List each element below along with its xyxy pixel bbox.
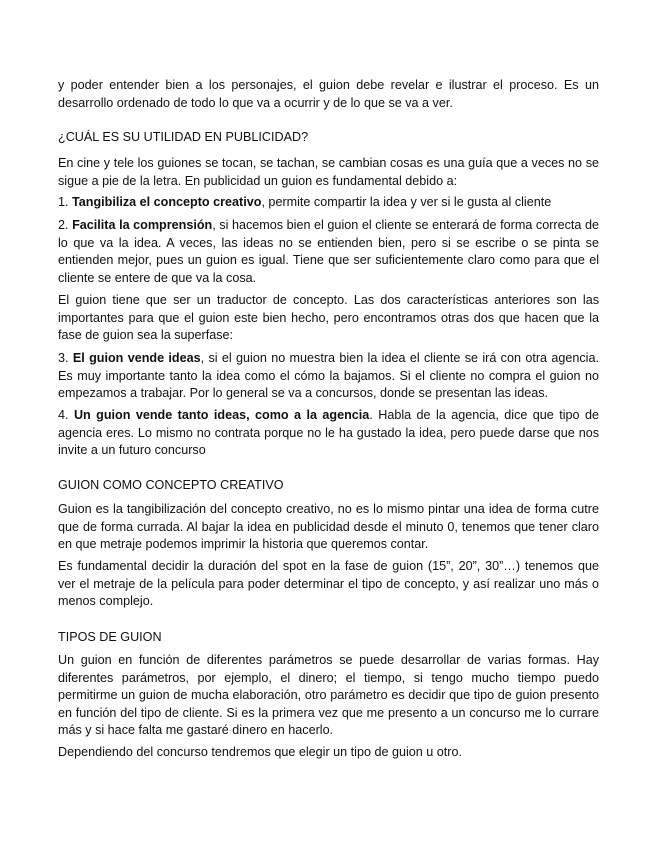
list-number: 4.	[58, 408, 74, 422]
list-item-text: . Habla de la agencia, dice que tipo de agencia eres. Lo mismo no contrata porque no le ha gustado la idea, pero puede darse que nos invite a un futuro concurso	[58, 408, 599, 458]
list-number: 2.	[58, 218, 73, 232]
paragraph-tangibilizacion: Guion es la tangibilización del concepto creativo, no es lo mismo pintar una idea de forma cutre que de forma currada. Al bajar la idea en publicidad desde el minuto 0, tenemos que tener claro en que metraje podemos imprimir la historia que queremos contar.	[58, 502, 599, 552]
paragraph-cine-tele: En cine y tele los guiones se tocan, se tachan, se cambian cosas es una guía que a veces no se sigue a pie de la letra. En publicidad un guion es fundamental debido a:	[58, 156, 599, 188]
list-item-text: , si hacemos bien el guion el cliente se enterará de forma correcta de lo que va la idea. A veces, las ideas no se entienden bien, pero si se escribe o se pinta se entienden mejor, pues un guion es igual. Tiene que ser suficientemente claro como para que el cliente se entere de que va la cosa.	[58, 218, 599, 285]
list-item-4	[58, 407, 599, 460]
list-item-text: , permite compartir la idea y ver si le gusta al cliente	[261, 195, 552, 209]
section-heading-tipos: TIPOS DE GUION	[58, 630, 162, 644]
intro-paragraph: y poder entender bien a los personajes, el guion debe revelar e ilustrar el proceso. Es un desarrollo ordenado de todo lo que va a ocurrir y de lo que se va a ver.	[58, 78, 599, 110]
paragraph-concurso: Dependiendo del concurso tendremos que elegir un tipo de guion u otro.	[58, 745, 462, 759]
list-item-bold: Tangibiliza el concepto creativo	[72, 195, 262, 209]
list-item-bold: Un guion vende tanto ideas, como a la agencia	[73, 408, 370, 422]
list-item-bold: El guion vende ideas	[72, 351, 201, 365]
list-number: 3.	[58, 351, 73, 365]
list-number: 1.	[58, 195, 73, 209]
list-item-2	[58, 217, 599, 287]
list-item-text: , si el guion no muestra bien la idea el cliente se irá con otra agencia. Es muy importante tanto la idea como el cómo la bajamos. Si el cliente no compra el guion no empezamos a trabajar. Por lo general se va a concursos, donde se presentan las ideas.	[58, 351, 599, 401]
section-heading-concepto: GUION COMO CONCEPTO CREATIVO	[58, 478, 284, 492]
paragraph-traductor: El guion tiene que ser un traductor de concepto. Las dos características anteriores son las importantes para que el guion este bien hecho, pero encontramos otras dos que hacen que la fase de guion sea la superfase:	[58, 293, 599, 343]
section-heading-utilidad: ¿CUÁL ES SU UTILIDAD EN PUBLICIDAD?	[58, 130, 309, 144]
list-item-3	[58, 350, 599, 403]
list-item-1	[58, 194, 599, 212]
paragraph-parametros: Un guion en función de diferentes parámetros se puede desarrollar de varias formas. Hay diferentes parámetros, por ejemplo, el dinero; el tiempo, si tengo mucho tiempo puedo permitirme un guion de mucha elaboración, otro parámetro es decidir que tipo de guion presento en función del tipo de cliente. Si es la primera vez que me presento a un concurso me lo currare más y si hace falta me gastaré dinero en hacerlo.	[58, 653, 599, 738]
list-item-bold: Facilita la comprensión	[72, 218, 213, 232]
paragraph-duracion: Es fundamental decidir la duración del spot en la fase de guion (15”, 20”, 30”…) tenemos que ver el metraje de la película para poder determinar el tipo de concepto, y así realizar uno más o menos complejo.	[58, 559, 599, 609]
